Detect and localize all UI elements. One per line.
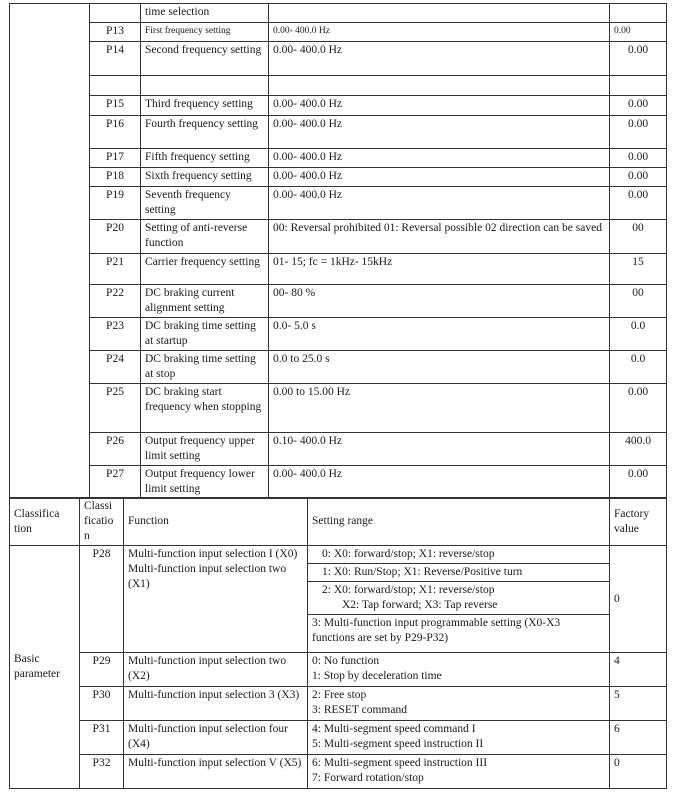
function-line: Multi-function input selection I (X0) [128, 548, 298, 560]
code-cell: P17 [90, 149, 141, 168]
code-cell: P28 [80, 546, 124, 653]
function-cell: DC braking start frequency when stopping [141, 384, 269, 433]
code-cell: P18 [90, 168, 141, 187]
function-cell: Fifth frequency setting [141, 149, 269, 168]
range-line: 3: RESET command [312, 704, 407, 716]
classification-cell: Basic parameter [10, 546, 80, 789]
range-cell [308, 721, 610, 755]
range-cell: 0.00- 400.0 Hz [269, 187, 610, 220]
function-cell: time selection [141, 4, 269, 23]
table-row [10, 23, 667, 42]
default-cell: 0.00 [610, 168, 667, 187]
range-line: 7: Forward rotation/stop [312, 772, 424, 784]
table-row [10, 187, 667, 220]
table-row [10, 466, 667, 499]
code-cell: P29 [80, 653, 124, 687]
default-cell: 0.00 [610, 149, 667, 168]
range-cell [308, 687, 610, 721]
function-cell: Second frequency setting [141, 42, 269, 76]
range-line: 6: Multi-segment speed instruction III [312, 757, 488, 769]
default-cell: 0.00 [610, 116, 667, 149]
range-cell: 0.00- 400.0 Hz [269, 149, 610, 168]
code-cell: P13 [90, 23, 141, 42]
table-row [10, 168, 667, 187]
range-cell: 01- 15; fc = 1kHz- 15kHz [269, 254, 610, 285]
function-cell: Setting of anti-reverse function [141, 220, 269, 254]
table-row [10, 96, 667, 116]
table-row [10, 687, 667, 721]
code-cell: P16 [90, 116, 141, 149]
function-cell: Output frequency upper limit setting [141, 433, 269, 466]
range-cell: 00: Reversal prohibited 01: Reversal possible 02 direction can be saved [269, 220, 610, 254]
code-cell: P32 [80, 755, 124, 789]
range-cell: 0.00- 400.0 Hz [269, 466, 610, 499]
range-line: 4: Multi-segment speed command I [312, 723, 476, 735]
range-cell: 0.0- 5.0 s [269, 318, 610, 351]
table-row [10, 42, 667, 76]
range-cell: 0.00 to 15.00 Hz [269, 384, 610, 433]
header-range: Setting range [308, 498, 610, 546]
table-row [10, 351, 667, 384]
code-cell: P22 [90, 285, 141, 318]
function-line: Multi-function input selection two (X1) [128, 563, 287, 590]
code-cell: P24 [90, 351, 141, 384]
table-row [10, 116, 667, 149]
range-cell [308, 653, 610, 687]
header-classification: Classifica tion [10, 498, 80, 546]
header-row [10, 498, 667, 546]
code-cell: P21 [90, 254, 141, 285]
range-cell: 0.0 to 25.0 s [269, 351, 610, 384]
default-cell: 0.00 [610, 187, 667, 220]
table-row [10, 384, 667, 433]
default-cell: 0.00 [610, 23, 667, 42]
default-cell: 0 [610, 546, 667, 653]
function-cell: Multi-function input selection four (X4) [124, 721, 308, 755]
function-cell: Multi-function input selection 3 (X3) [124, 687, 308, 721]
default-cell: 15 [610, 254, 667, 285]
range-cell: 00- 80 % [269, 285, 610, 318]
range-cell: 0.00- 400.0 Hz [269, 116, 610, 149]
function-cell: Multi-function input selection V (X5) [124, 755, 308, 789]
header-default: Factory value [610, 498, 667, 546]
table-row [10, 433, 667, 466]
code-cell: P27 [90, 466, 141, 499]
code-cell [90, 4, 141, 23]
function-cell: Seventh frequency setting [141, 187, 269, 220]
table-row [10, 149, 667, 168]
empty-row [10, 76, 667, 96]
range-cell: 0.10- 400.0 Hz [269, 433, 610, 466]
range-line: 5: Multi-segment speed instruction II [312, 738, 484, 750]
default-cell: 0.0 [610, 318, 667, 351]
range-cell [308, 546, 610, 653]
range-line: 1: Stop by deceleration time [312, 670, 442, 682]
table-row [10, 220, 667, 254]
default-cell: 0.00 [610, 384, 667, 433]
table-row [10, 721, 667, 755]
range-cell: 0.00- 400.0 Hz [269, 42, 610, 76]
range-line: 0: X0: forward/stop; X1: reverse/stop [308, 546, 609, 564]
code-cell: P19 [90, 187, 141, 220]
range-cell: 0.00- 400.0 Hz [269, 23, 610, 42]
function-cell: DC braking current alignment setting [141, 285, 269, 318]
default-cell: 0.00 [610, 466, 667, 499]
default-cell: 0.0 [610, 351, 667, 384]
code-cell: P26 [90, 433, 141, 466]
function-cell: Fourth frequency setting [141, 116, 269, 149]
default-cell: 6 [610, 721, 667, 755]
code-cell: P23 [90, 318, 141, 351]
classification-cell [10, 4, 90, 499]
range-cell: 0.00- 400.0 Hz [269, 168, 610, 187]
range-line: 1: X0: Run/Stop; X1: Reverse/Positive turn [308, 564, 609, 582]
default-cell: 400.0 [610, 433, 667, 466]
function-cell: DC braking time setting at startup [141, 318, 269, 351]
code-cell: P14 [90, 42, 141, 76]
table-row [10, 285, 667, 318]
table-row [10, 254, 667, 285]
range-line: 2: X0: forward/stop; X1: reverse/stop [322, 584, 495, 596]
function-cell: Carrier frequency setting [141, 254, 269, 285]
code-cell: P20 [90, 220, 141, 254]
default-cell: 00 [610, 285, 667, 318]
function-cell: First frequency setting [141, 23, 269, 42]
range-cell [269, 4, 610, 23]
header-code: Classi ficatio n [80, 498, 124, 546]
function-cell: Multi-function input selection two (X2) [124, 653, 308, 687]
header-function: Function [124, 498, 308, 546]
function-cell: Sixth frequency setting [141, 168, 269, 187]
default-cell: 0 [610, 755, 667, 789]
default-cell: 4 [610, 653, 667, 687]
default-cell: 0.00 [610, 42, 667, 76]
range-cell: 0.00- 400.0 Hz [269, 96, 610, 116]
function-cell: Third frequency setting [141, 96, 269, 116]
range-cell [308, 755, 610, 789]
function-cell: DC braking time setting at stop [141, 351, 269, 384]
default-cell: 00 [610, 220, 667, 254]
range-line: 3: Multi-function input programmable setting (X0-X3 functions are set by P29-P32) [312, 617, 561, 644]
code-cell: P15 [90, 96, 141, 116]
table-row [10, 653, 667, 687]
table-row [10, 546, 667, 653]
default-cell: 0.00 [610, 96, 667, 116]
default-cell: 5 [610, 687, 667, 721]
table-row [10, 318, 667, 351]
range-line: X2: Tap forward; X3: Tap reverse [342, 599, 498, 611]
function-cell [124, 546, 308, 653]
default-cell [610, 4, 667, 23]
range-line: 0: No function [312, 655, 380, 667]
range-line: 2: Free stop [312, 689, 367, 701]
parameter-table-1 [9, 3, 667, 499]
parameter-table-2 [9, 497, 667, 789]
code-cell: P30 [80, 687, 124, 721]
function-cell: Output frequency lower limit setting [141, 466, 269, 499]
code-cell: P31 [80, 721, 124, 755]
code-cell: P25 [90, 384, 141, 433]
table-row [10, 755, 667, 789]
